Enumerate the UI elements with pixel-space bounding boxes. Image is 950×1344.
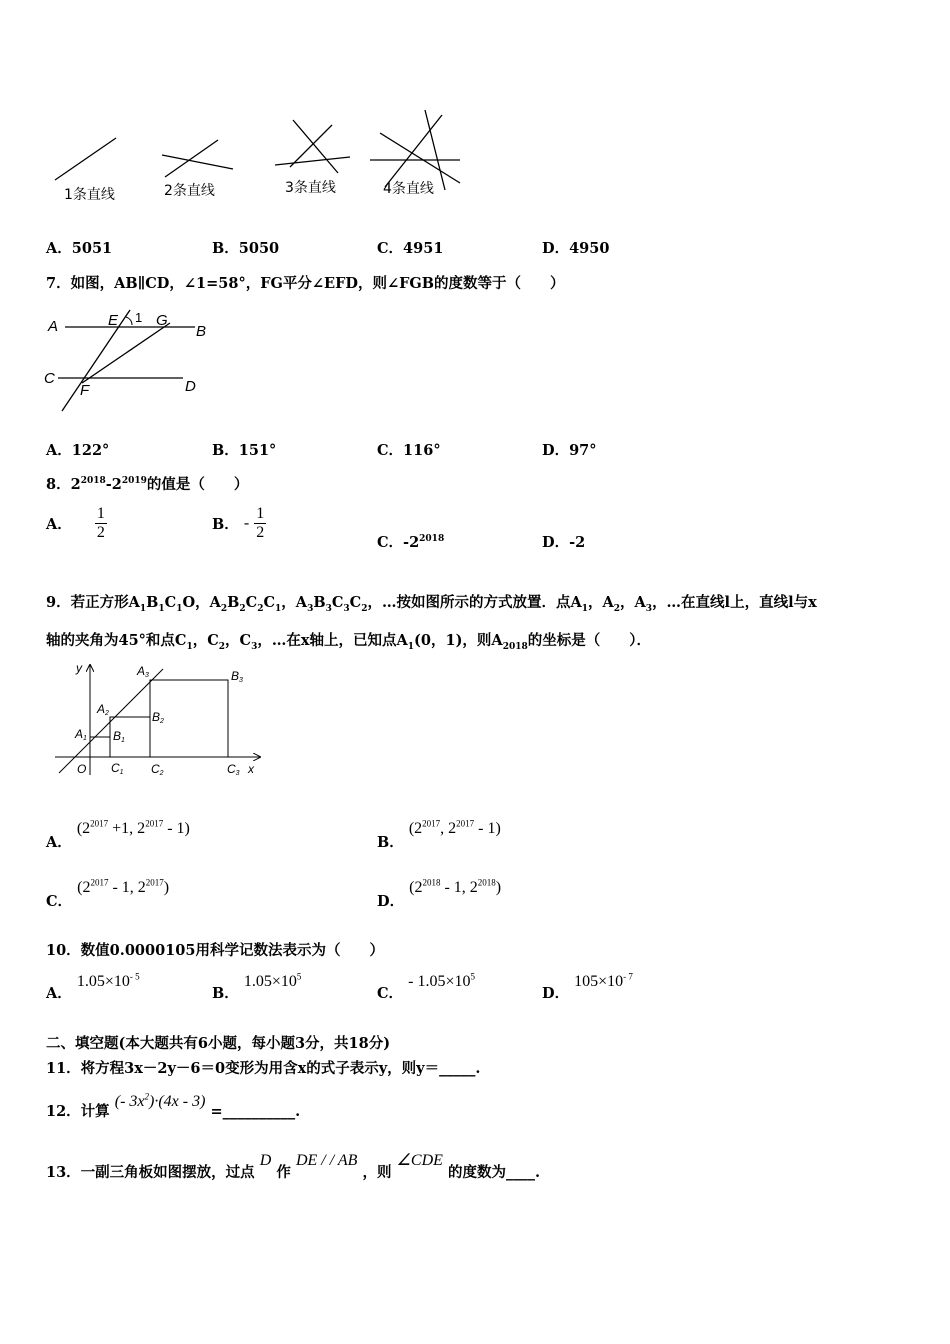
q9-option-c: C． ($2^{2017} - 1$, $2^{2017}$) xyxy=(46,877,170,910)
q7-option-a: A．122° xyxy=(46,442,110,459)
q7-label-angle-1: 1 xyxy=(135,310,143,325)
q7-option-d: D．97° xyxy=(542,442,597,459)
q6-line-4c xyxy=(385,115,442,187)
q10-stem: 10．数值0.0000105用科学记数法表示为（ ） xyxy=(46,942,384,959)
q7-label-b: B xyxy=(196,323,207,340)
q9-label-b3: B3 xyxy=(231,669,243,684)
q10-option-a: A． $1.05\times 10^{- 5}$ xyxy=(46,971,140,1002)
q8-option-b: B． - $\frac{1}{2}$ xyxy=(212,505,265,541)
q7-option-c: C．116° xyxy=(377,442,441,459)
q7-stem: 7．如图，AB∥CD，∠1=58°，FG平分∠EFD，则∠FGB的度数等于（ ） xyxy=(46,275,565,292)
q6-figure-label-4: 4条直线 xyxy=(383,181,434,197)
q7-label-g: G xyxy=(156,312,168,329)
q11-stem: 11．将方程3x－2y－6＝0变形为用含x的式子表示y，则y＝_____. xyxy=(46,1060,481,1077)
q12-stem: 12．计算 (- $3x^2)\cdot(4x - 3)$ =__________. xyxy=(46,1091,301,1120)
q8-option-b-fraction: $\frac{1}{2}$ xyxy=(256,505,265,541)
q9-label-o: O xyxy=(77,762,87,776)
q10-option-b: B． $1.05\times 10^5$ xyxy=(212,971,302,1002)
section-2-title: 二、填空题(本大题共有6小题，每小题3分，共18分) xyxy=(46,1035,391,1052)
q9-label-a1: A1 xyxy=(75,727,87,742)
q9-label-a3: A3 xyxy=(137,664,149,679)
q6-figure-label-2: 2条直线 xyxy=(164,183,215,199)
q9-label-b1: B1 xyxy=(113,729,125,744)
q7-label-f: F xyxy=(80,382,90,399)
q7-label-e: E xyxy=(108,312,119,329)
q9-option-a: A． ($2^{2017} +1$, $2^{2017} - 1$) xyxy=(46,818,190,851)
q7-label-a: A xyxy=(48,318,59,335)
q9-option-b: B． ($2^{2017}$, $2^{2017} - 1$) xyxy=(377,818,501,851)
q7-label-c: C xyxy=(44,370,55,387)
q10-option-d: D． $105\times 10^{- 7}$ xyxy=(542,971,633,1002)
q6-line-2b xyxy=(165,140,218,177)
q8-option-c: C．$-2^{2018}$ xyxy=(377,534,445,551)
q6-line-3b xyxy=(293,120,338,173)
q6-option-b: B．5050 xyxy=(212,240,280,257)
q9-square-1 xyxy=(90,737,110,757)
q6-option-c: C．4951 xyxy=(377,240,444,257)
q9-label-c3: C3 xyxy=(227,762,240,777)
q9-stem-line-1: 9．若正方形$A_1B_1C_1O$，$A_2B_2C_2C_1$，$A_3B_3C_3C_2$，…按如图所示的方式放置．点$A_1$，$A_2$，$A_3$，…在直线l上，直线l与x xyxy=(46,594,817,614)
q9-label-c2: C2 xyxy=(151,762,164,777)
q9-label-y: y xyxy=(76,661,82,675)
q7-label-d: D xyxy=(185,378,196,395)
q7-angle-1-arc xyxy=(126,317,132,325)
q7-line-fg xyxy=(82,323,170,383)
q9-label-b2: B2 xyxy=(152,710,164,725)
q6-option-d: D．4950 xyxy=(542,240,610,257)
q9-label-c1: C1 xyxy=(111,761,124,776)
q7-line-ef xyxy=(62,310,130,411)
q7-parallel-lines-figure xyxy=(40,305,220,415)
q13-stem: 13．一副三角板如图摆放，过点 D 作 DE / / AB ，则 ∠CDE 的度数为____. xyxy=(46,1152,541,1181)
q9-option-d: D． ($2^{2018} - 1$, $2^{2018}$) xyxy=(377,877,502,910)
q9-label-x: x xyxy=(248,762,254,776)
q9-label-a2: A2 xyxy=(97,702,109,717)
q6-figure-label-1: 1条直线 xyxy=(64,187,115,203)
q6-line-3a xyxy=(275,157,350,165)
q8-option-a: A． $\frac{1}{2}$ xyxy=(46,505,105,541)
q10-option-c: C． - $1.05\times 10^5$ xyxy=(377,971,475,1002)
q7-option-b: B．151° xyxy=(212,442,277,459)
q8-option-a-fraction: $\frac{1}{2}$ xyxy=(96,505,105,541)
q9-squares-figure xyxy=(45,655,275,785)
q6-line-4b xyxy=(380,133,460,183)
q6-line-1a xyxy=(55,138,116,180)
q6-option-a: A．5051 xyxy=(46,240,113,257)
q6-figure-label-3: 3条直线 xyxy=(285,180,336,196)
q8-option-d: D．-2 xyxy=(542,534,586,551)
q6-line-2a xyxy=(162,155,233,169)
q8-stem: 8．$2^{2018}-2^{2019}$的值是（ ） xyxy=(46,476,249,493)
q9-stem-line-2: 轴的夹角为45°和点$C_1$，$C_2$，$C_3$，…在x轴上，已知点$A_1(0$，1)，则$A_{2018}$的坐标是（ ）． xyxy=(46,632,651,652)
